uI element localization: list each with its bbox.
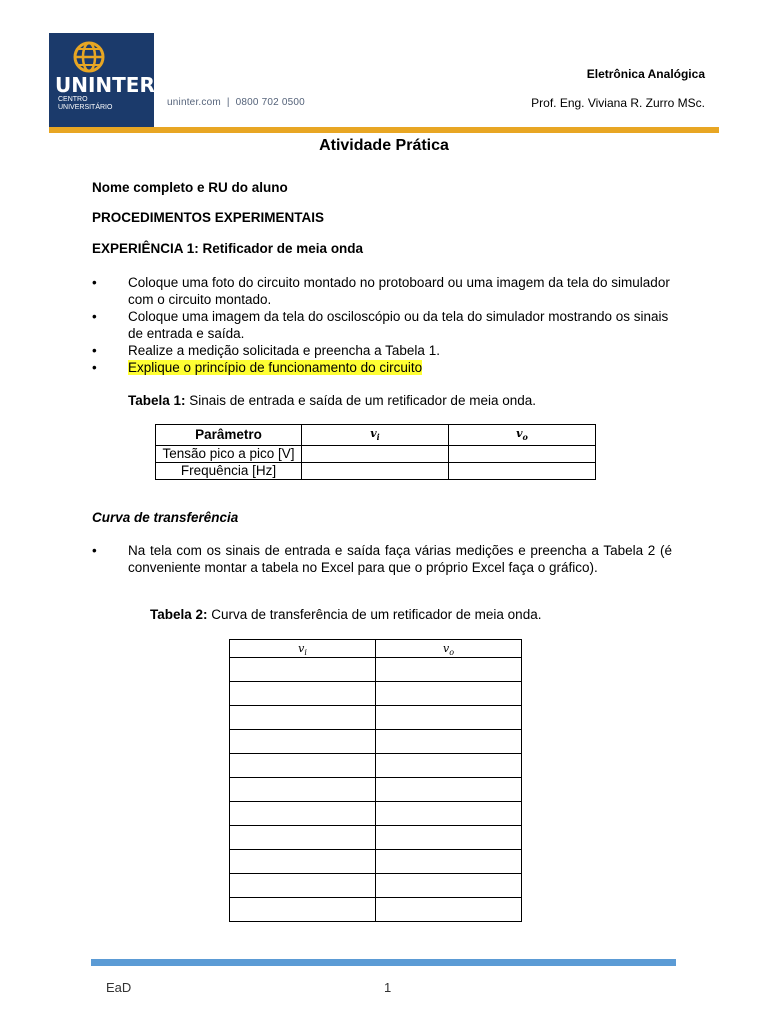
table-cell (376, 754, 522, 778)
table-cell (302, 446, 449, 463)
table2-body (230, 658, 522, 922)
table-row (230, 754, 522, 778)
table-row (230, 826, 522, 850)
table-cell (230, 826, 376, 850)
document-title: Atividade Prática (319, 137, 449, 154)
table-cell (230, 778, 376, 802)
table2-caption-text: Curva de transferência de um retificador de meia onda. (207, 607, 542, 622)
contact-info: uninter.com | 0800 702 0500 (167, 97, 305, 108)
table-header-cell (230, 640, 376, 658)
table-row (156, 446, 596, 463)
procedures-heading: PROCEDIMENTOS EXPERIMENTAIS (92, 210, 325, 225)
table-row (230, 658, 522, 682)
header-accent-bar (49, 127, 719, 133)
table-cell (230, 898, 376, 922)
table-cell (376, 826, 522, 850)
table1-caption (128, 393, 536, 408)
course-name: Eletrônica Analógica (586, 67, 705, 81)
table-header-cell (376, 640, 522, 658)
table-cell (376, 730, 522, 754)
page-number: 1 (384, 980, 392, 995)
table-cell (376, 706, 522, 730)
table-cell (376, 682, 522, 706)
table-cell (376, 898, 522, 922)
table-row (230, 706, 522, 730)
table2-caption-label: Tabela 2: (150, 607, 208, 622)
table-cell (230, 682, 376, 706)
list-item: • Na tela com os sinais de entrada e saída faça várias medições e preencha a Tabela 2 (é conveniente montar a tabela no Excel para que o próprio Excel faça o gráfico). (92, 542, 672, 576)
list-item: • Realize a medição solicitada e preencha a Tabela 1. (92, 342, 672, 359)
list-item (92, 359, 672, 376)
table-cell (302, 463, 449, 480)
table-header-row (156, 425, 596, 446)
logo-subtitle (58, 96, 153, 112)
table2-caption (150, 607, 541, 622)
table-cell (376, 874, 522, 898)
table-row (230, 898, 522, 922)
table2 (229, 639, 522, 922)
instructions-list (92, 274, 672, 376)
table-row (156, 463, 596, 480)
table-cell (230, 754, 376, 778)
transfer-heading: Curva de transferência (92, 510, 239, 525)
table-row (230, 682, 522, 706)
table-cell (376, 658, 522, 682)
table-row (230, 874, 522, 898)
table1 (155, 424, 596, 480)
table1-caption-label: Tabela 1: (128, 393, 186, 408)
logo-name: UNINTER (55, 73, 155, 97)
table-cell (230, 706, 376, 730)
table-row (230, 778, 522, 802)
math-symbol: v (516, 427, 523, 440)
professor-name: Prof. Eng. Viviana R. Zurro MSc. (531, 96, 705, 110)
student-name-label: Nome completo e RU do aluno (92, 180, 288, 195)
logo-subtitle-line2: UNIVERSITÁRIO (58, 104, 113, 111)
math-symbol: v (370, 427, 377, 440)
table-cell (230, 850, 376, 874)
math-subscript: i (304, 648, 307, 658)
table-cell (449, 446, 596, 463)
footer-bar (91, 959, 676, 966)
table-cell (376, 778, 522, 802)
table-header-cell (302, 425, 449, 446)
table-cell (230, 874, 376, 898)
list-item: • Coloque uma foto do circuito montado no protoboard ou uma imagem da tela do simulador com o circuito montado. (92, 274, 672, 308)
table-cell: Frequência [Hz] (156, 463, 302, 480)
math-subscript: i (376, 432, 380, 443)
logo-subtitle-line1: CENTRO (58, 96, 88, 103)
table-cell: Tensão pico a pico [V] (156, 446, 302, 463)
table-header-cell (449, 425, 596, 446)
table-header-cell: Parâmetro (156, 425, 302, 446)
math-symbol: v (442, 642, 450, 655)
math-symbol: v (298, 642, 305, 655)
highlighted-text: Explique o princípio de funcionamento do circuito (128, 360, 423, 375)
table-header-row (230, 640, 522, 658)
table-cell (230, 802, 376, 826)
table-cell (376, 850, 522, 874)
table1-caption-text: Sinais de entrada e saída de um retificador de meia onda. (185, 393, 536, 408)
table-row (230, 850, 522, 874)
table-cell (376, 802, 522, 826)
list-item: • Coloque uma imagem da tela do osciloscópio ou da tela do simulador mostrando os sinais de entrada e saída. (92, 308, 672, 342)
experiment-heading: EXPERIÊNCIA 1: Retificador de meia onda (92, 241, 364, 256)
table-cell (230, 730, 376, 754)
math-subscript: o (522, 432, 528, 443)
footer-label: EaD (106, 980, 132, 995)
globe-icon (72, 40, 106, 74)
table-cell (230, 658, 376, 682)
table-row (230, 730, 522, 754)
math-subscript: o (449, 648, 455, 658)
table-row (230, 802, 522, 826)
transfer-instructions-list (92, 542, 672, 576)
table-cell (449, 463, 596, 480)
